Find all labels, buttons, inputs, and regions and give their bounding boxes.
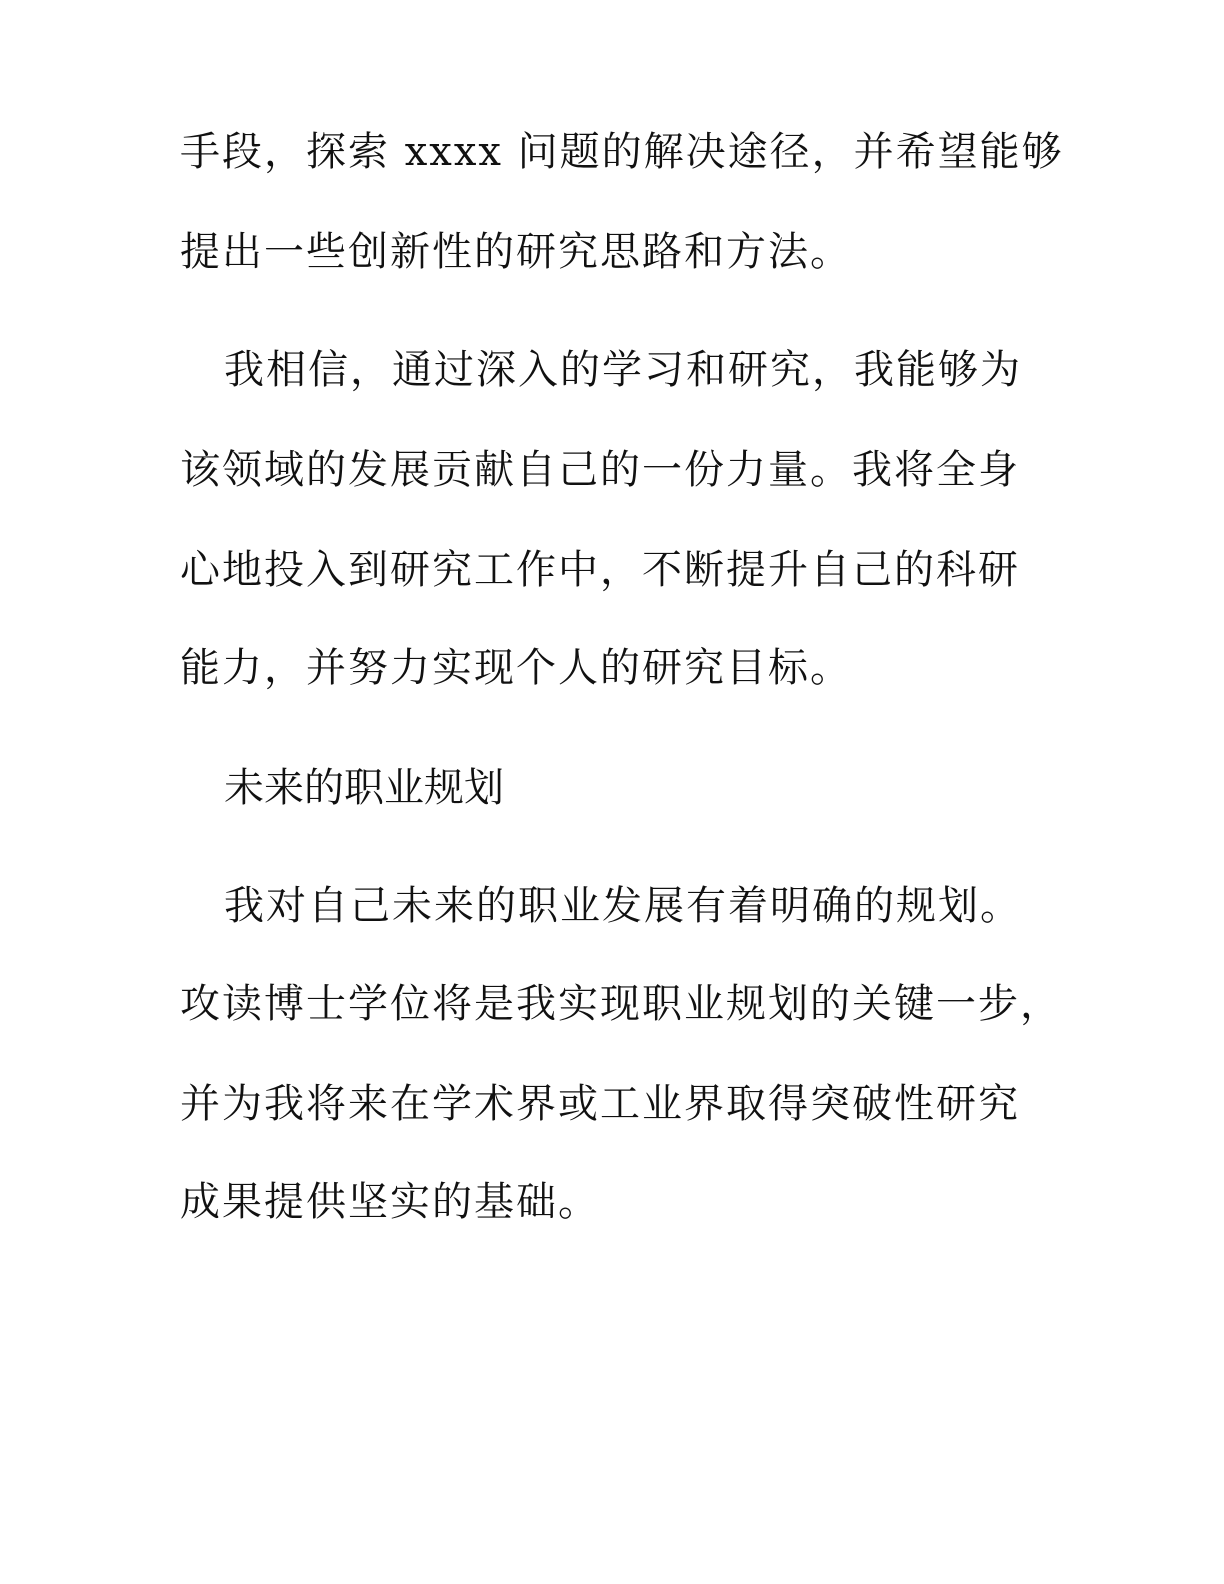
paragraph-3-line-3: 并为我将来在学术界或工业界取得突破性研究 [180, 1081, 1020, 1127]
paragraph-3-line-1: 我对自己未来的职业发展有着明确的规划。 [224, 883, 1022, 929]
paragraph-2-line-4: 能力，并努力实现个人的研究目标。 [180, 645, 852, 691]
paragraph-2-line-2: 该领域的发展贡献自己的一份力量。我将全身 [180, 447, 1020, 493]
paragraph-1-line-1: 手段，探索 xxxx 问题的解决途径，并希望能够 [180, 129, 1064, 175]
paragraph-2-line-3: 心地投入到研究工作中，不断提升自己的科研 [180, 547, 1020, 593]
paragraph-1-line-2: 提出一些创新性的研究思路和方法。 [180, 229, 852, 275]
paragraph-2-line-1: 我相信，通过深入的学习和研究，我能够为 [224, 347, 1022, 393]
paragraph-3-line-2: 攻读博士学位将是我实现职业规划的关键一步， [180, 981, 1062, 1027]
paragraph-3-line-4: 成果提供坚实的基础。 [180, 1179, 600, 1225]
section-heading: 未来的职业规划 [224, 765, 504, 811]
